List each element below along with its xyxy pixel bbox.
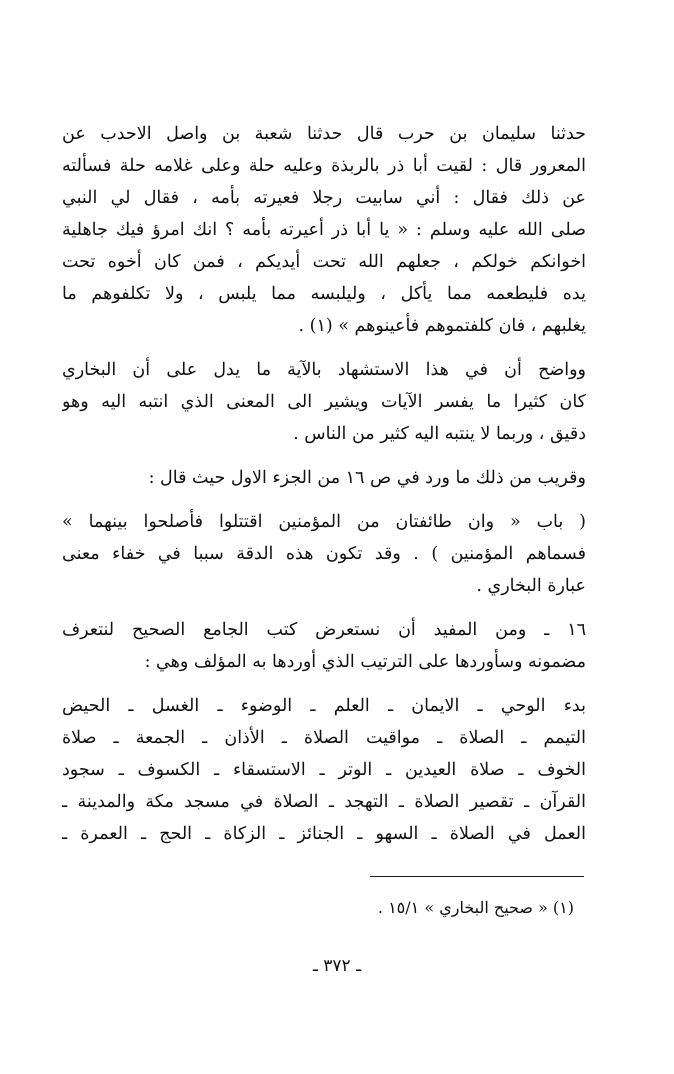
- text-line: ١٦ ـ ومن المفيد أن نستعرض كتب الجامع الصحيح لنتعرف: [62, 620, 586, 640]
- text-line: دقيق ، وربما لا ينتبه اليه كثير من الناس .: [293, 424, 586, 444]
- text-line: المعرور قال : لقيت أبا ذر بالربذة وعليه حلة وعلى غلامه حلة فسألته: [62, 156, 586, 176]
- footnote-divider: [370, 876, 584, 877]
- paragraph-quote: [62, 506, 586, 602]
- page-number: ـ ٣٧٢ ـ: [312, 956, 362, 976]
- text-line: حدثنا سليمان بن حرب قال حدثنا شعبة بن واصل الاحدب عن: [62, 124, 586, 144]
- text-line: عبارة البخاري .: [476, 576, 586, 596]
- footnote: (١) « صحيح البخاري » ١٥/١ .: [377, 898, 574, 917]
- text-line: القرآن ـ تقصير الصلاة ـ التهجد ـ الصلاة في مسجد مكة والمدينة ـ: [62, 792, 586, 812]
- text-line: ( باب « وان طائفتان من المؤمنين اقتتلوا فأصلحوا بينهما »: [62, 512, 586, 532]
- paragraph-book-list: [62, 690, 586, 850]
- paragraph-reference: [62, 462, 586, 494]
- body-text: [62, 118, 586, 850]
- text-line: التيمم ـ الصلاة ـ مواقيت الصلاة ـ الأذان ـ الجمعة ـ صلاة: [62, 728, 586, 748]
- text-line: وقريب من ذلك ما ورد في ص ١٦ من الجزء الاول حيث قال :: [148, 468, 586, 488]
- text-line: يده فليطعمه مما يأكل ، وليلبسه مما يلبس ، ولا تكلفوهم ما: [62, 284, 586, 304]
- text-line: العمل في الصلاة ـ السهو ـ الجنائز ـ الزكاة ـ الحج ـ العمرة ـ: [62, 824, 586, 844]
- text-line: فسماهم المؤمنين ) . وقد تكون هذه الدقة سببا في خفاء معنى: [62, 544, 586, 564]
- text-line: عن ذلك فقال : أني سابيت رجلا فعيرته بأمه ، فقال لي النبي: [62, 188, 586, 208]
- text-line: بدء الوحي ـ الايمان ـ العلم ـ الوضوء ـ الغسل ـ الحيض: [62, 696, 586, 716]
- text-line: يغلبهم ، فان كلفتموهم فأعينوهم » (١) .: [298, 316, 586, 336]
- paragraph-commentary: [62, 354, 586, 450]
- text-line: كان كثيرا ما يفسر الآيات ويشير الى المعنى الذي انتبه اليه وهو: [62, 392, 586, 412]
- text-line: الخوف ـ صلاة العيدين ـ الوتر ـ الاستسقاء ـ الكسوف ـ سجود: [62, 760, 586, 780]
- text-line: مضمونه وسأوردها على الترتيب الذي أوردها به المؤلف وهي :: [144, 652, 586, 672]
- text-line: وواضح أن في هذا الاستشهاد بالآية ما يدل على أن البخاري: [62, 360, 586, 380]
- paragraph-section-16: [62, 614, 586, 678]
- text-line: اخوانكم خولكم ، جعلهم الله تحت أيديكم ، فمن كان أخوه تحت: [62, 252, 586, 272]
- text-line: صلى الله عليه وسلم : « يا أبا ذر أعيرته بأمه ؟ انك امرؤ فيك جاهلية: [62, 220, 586, 240]
- paragraph-hadith: [62, 118, 586, 342]
